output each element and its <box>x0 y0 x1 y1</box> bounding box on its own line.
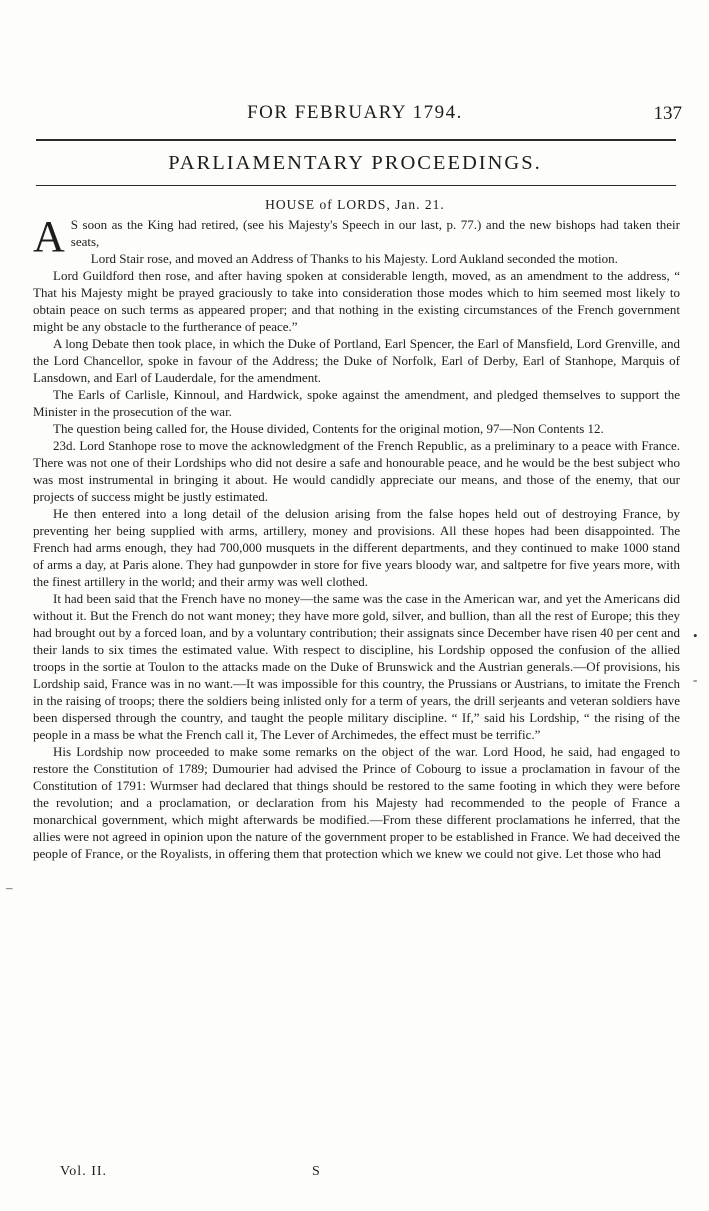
paragraph-4: A long Debate then took place, in which the Duke of Portland, Earl Spencer, the Earl of Mansfield, Lord Grenville, and the Lord Chancellor, spoke in favour of the Address; the Duke of Norfolk, Earl of Derby, Earl of Stanhope, Marquis of Lansdown, and Earl of Lauderdale, for the amendment. <box>33 336 680 385</box>
volume-mark: Vol. II. <box>60 1164 108 1179</box>
paragraph-2: Lord Stair rose, and moved an Address of Thanks to his Majesty. Lord Aukland seconded the motion. <box>90 251 618 266</box>
paragraph-text: S soon as the King had retired, (see his Majesty's Speech in our last, p. 77.) and the new bishops had taken their seats, <box>70 217 680 249</box>
margin-mark: - <box>693 672 698 687</box>
running-head <box>30 102 680 132</box>
paragraph-9: It had been said that the French have no money—the same was the case in the American war, and yet the Americans did without it. But the French do not want money; they have more gold, silver, and bullion, than all the rest of Europe; this they had brought out by a forced loan, and by a voluntary contribution; their assignats since December have risen 40 per cent and their lands to six times the estimated value. With respect to discipline, his Lordship opposed the confusion of the allied troops in the sortie at Toulon to the attacks made on the Duke of Brunswick and the Austrian generals.—Of provisions, his Lordship said, France was in no want.—It was impossible for this country, the Prussians or Austrians, to imitate the French in the raising of troops; there the soldiers being inlisted only for a term of years, the drill serjeants and veteran soldiers have been dispersed through the country, and taught the people military discipline. “ If,” said his Lordship, “ the rising of the people in a mass be what the French call it, The Lever of Archimedes, the effect must be terrific.” <box>33 591 680 742</box>
drop-cap: A <box>33 212 65 261</box>
section-rule <box>36 185 676 186</box>
running-title: FOR FEBRUARY 1794. <box>247 102 463 123</box>
header-rule <box>36 139 676 141</box>
paragraph-8: He then entered into a long detail of the delusion arising from the false hopes held out of destroying France, by preventing her being supplied with arms, artillery, money and provisions. All these hopes had been disappointed. The French had arms enough, they had 700,000 musquets in the different departments, and they continued to make 1000 stand of arms a day, at Paris alone. They had gunpowder in store for five years bloody war, and saltpetre for five years more, with the finest artillery in the world; and their army was well clothed. <box>33 506 680 589</box>
paragraph-10: His Lordship now proceeded to make some remarks on the object of the war. Lord Hood, he said, had engaged to restore the Constitution of 1789; Dumourier had advised the Prince of Cobourg to issue a proclamation in favour of the Constitution of 1791: Wurmser had declared that things should be restored to the same footing in which they were before the revolution; and a proclamation, or declaration from his Majesty had recommended to the people of France a monarchical government, which might afterwards be modified.—From these different proclamations he inferred, that the allies were not agreed in opinion upon the nature of the government proper to be established in France. We had deceived the people of France, or the Royalists, in offering them that protection which we knew we could not give. Let those who had <box>33 744 680 861</box>
margin-mark: – <box>6 880 13 895</box>
paragraph-6: The question being called for, the House divided, Contents for the original motion, 97—Non Contents 12. <box>53 421 604 436</box>
signature-mark: S <box>312 1164 320 1179</box>
page-number: 137 <box>653 103 682 124</box>
page-footer <box>60 1164 660 1186</box>
house-heading: HOUSE of LORDS, Jan. 21. <box>265 197 445 212</box>
paragraph-5: The Earls of Carlisle, Kinnoul, and Hardwick, spoke against the amendment, and pledged themselves to support the Minister in the prosecution of the war. <box>33 387 680 419</box>
article-body <box>33 212 680 862</box>
paragraph-7: 23d. Lord Stanhope rose to move the acknowledgment of the French Republic, as a preliminary to a peace with France. There was not one of their Lordships who did not desire a safe and honourable peace, and he would be the best subject who was most instrumental in bringing it about. He would candidly appreciate our means, and those of the enemy, that our projects of success might be justly estimated. <box>33 438 680 504</box>
paragraph-3: Lord Guildford then rose, and after having spoken at considerable length, moved, as an amendment to the address, “ That his Majesty might be prayed graciously to take into consideration those modes which to him seemed most likely to obtain peace on such terms as appeared proper; and that nothing in the existing circumstances of the French government might be any obstacle to the furtherance of peace.” <box>33 268 680 334</box>
section-title: PARLIAMENTARY PROCEEDINGS. <box>168 152 542 174</box>
margin-mark: • <box>693 628 698 643</box>
